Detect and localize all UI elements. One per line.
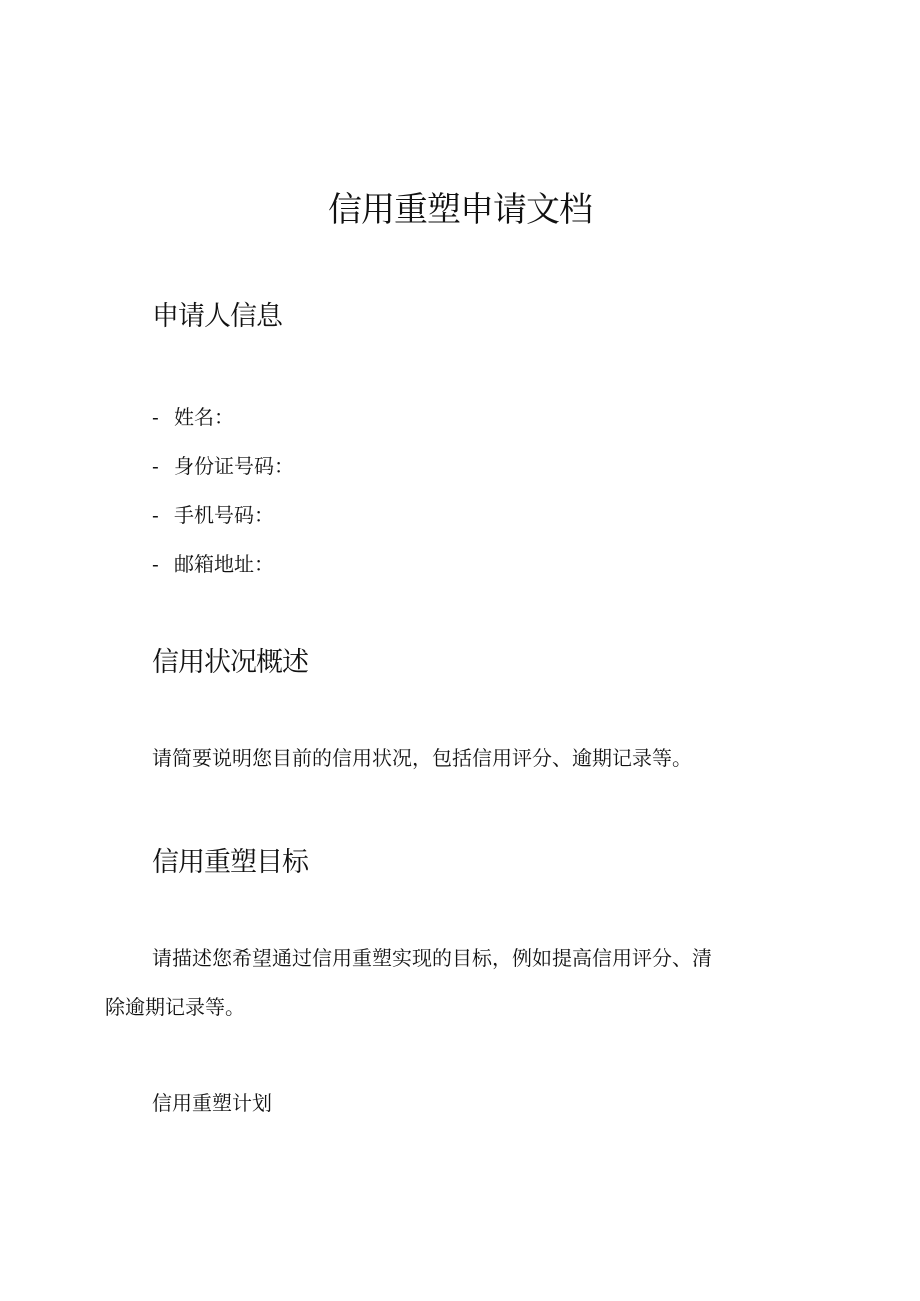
field-name: [152, 393, 294, 442]
list-dash: -: [152, 503, 159, 527]
credit-overview-paragraph: 请简要说明您目前的信用状况，包括信用评分、逾期记录等。: [152, 746, 692, 770]
list-dash: -: [152, 405, 159, 429]
field-phone: [152, 491, 294, 540]
field-label-id-number: 身份证号码：: [174, 454, 294, 478]
field-label-phone: 手机号码：: [174, 503, 274, 527]
field-label-email: 邮箱地址：: [174, 552, 274, 576]
list-dash: -: [152, 552, 159, 576]
document-title: 信用重塑申请文档: [328, 190, 592, 230]
credit-goal-paragraph-line2: 除逾期记录等。: [105, 995, 245, 1019]
applicant-field-list: [152, 393, 294, 589]
credit-goal-heading: 信用重塑目标: [152, 847, 308, 878]
credit-overview-heading: 信用状况概述: [152, 647, 308, 678]
field-label-name: 姓名：: [174, 405, 234, 429]
credit-goal-paragraph-line1: 请描述您希望通过信用重塑实现的目标，例如提高信用评分、清: [152, 946, 712, 970]
field-email: [152, 540, 294, 589]
list-dash: -: [152, 454, 159, 478]
field-id-number: [152, 442, 294, 491]
applicant-info-heading: 申请人信息: [152, 301, 282, 332]
credit-plan-heading: 信用重塑计划: [152, 1091, 272, 1115]
